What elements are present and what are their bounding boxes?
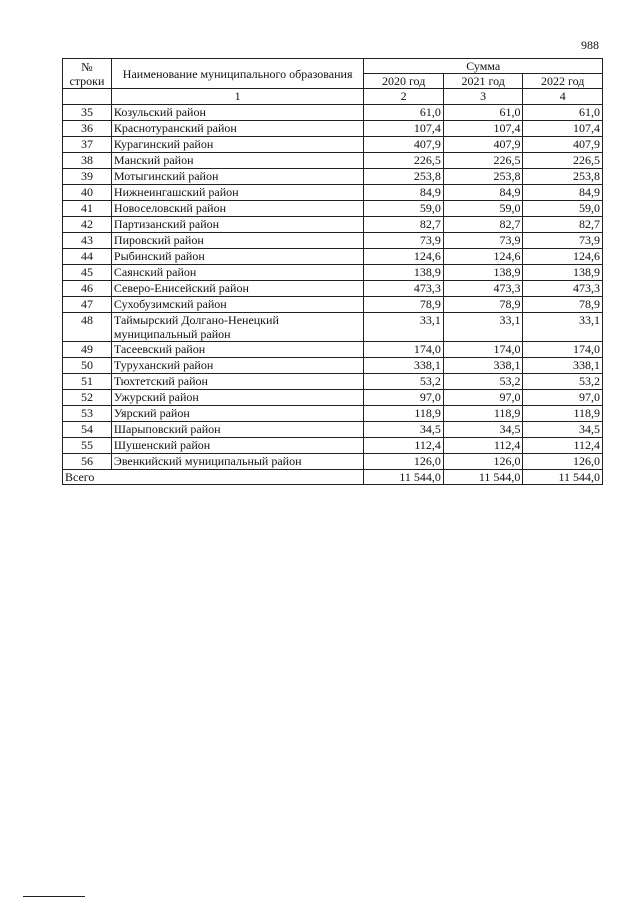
header-colnum-1: 1 xyxy=(111,89,363,105)
municipality-name: Нижнеингашский район xyxy=(111,185,363,201)
value-2021: 97,0 xyxy=(443,390,523,406)
row-number: 47 xyxy=(63,297,112,313)
value-2020: 174,0 xyxy=(364,342,444,358)
value-2020: 226,5 xyxy=(364,153,444,169)
municipality-name: Краснотуранский район xyxy=(111,121,363,137)
value-2021: 73,9 xyxy=(443,233,523,249)
header-municipality: Наименование муниципального образования xyxy=(111,59,363,89)
budget-table xyxy=(62,58,603,485)
value-2021: 34,5 xyxy=(443,422,523,438)
value-2022: 124,6 xyxy=(523,249,603,265)
value-2022: 138,9 xyxy=(523,265,603,281)
row-number: 42 xyxy=(63,217,112,233)
table-row xyxy=(63,281,603,297)
row-number: 44 xyxy=(63,249,112,265)
municipality-name: Партизанский район xyxy=(111,217,363,233)
value-2022: 59,0 xyxy=(523,201,603,217)
municipality-name: Северо-Енисейский район xyxy=(111,281,363,297)
table-row xyxy=(63,454,603,470)
value-2020: 53,2 xyxy=(364,374,444,390)
table-row xyxy=(63,169,603,185)
municipality-name: Саянский район xyxy=(111,265,363,281)
row-number: 55 xyxy=(63,438,112,454)
value-2021: 107,4 xyxy=(443,121,523,137)
value-2021: 61,0 xyxy=(443,105,523,121)
municipality-name: Шарыповский район xyxy=(111,422,363,438)
table-row xyxy=(63,297,603,313)
value-2022: 407,9 xyxy=(523,137,603,153)
value-2022: 226,5 xyxy=(523,153,603,169)
table-row xyxy=(63,233,603,249)
municipality-name: Козульский район xyxy=(111,105,363,121)
header-year-2020: 2020 год xyxy=(364,74,444,89)
header-year-2022: 2022 год xyxy=(523,74,603,89)
value-2022: 61,0 xyxy=(523,105,603,121)
value-2022: 97,0 xyxy=(523,390,603,406)
value-2022: 34,5 xyxy=(523,422,603,438)
table-row xyxy=(63,185,603,201)
table-row xyxy=(63,121,603,137)
value-2020: 112,4 xyxy=(364,438,444,454)
value-2022: 253,8 xyxy=(523,169,603,185)
value-2020: 82,7 xyxy=(364,217,444,233)
value-2022: 126,0 xyxy=(523,454,603,470)
value-2020: 138,9 xyxy=(364,265,444,281)
value-2020: 253,8 xyxy=(364,169,444,185)
value-2020: 84,9 xyxy=(364,185,444,201)
table-row xyxy=(63,105,603,121)
value-2020: 118,9 xyxy=(364,406,444,422)
value-2021: 78,9 xyxy=(443,297,523,313)
header-colnum-4: 4 xyxy=(523,89,603,105)
row-number: 53 xyxy=(63,406,112,422)
municipality-name: Эвенкийский муниципальный район xyxy=(111,454,363,470)
value-2022: 84,9 xyxy=(523,185,603,201)
total-label: Всего xyxy=(63,470,364,485)
table-row xyxy=(63,358,603,374)
header-year-2021: 2021 год xyxy=(443,74,523,89)
table-row xyxy=(63,153,603,169)
value-2021: 33,1 xyxy=(443,313,523,342)
value-2021: 126,0 xyxy=(443,454,523,470)
value-2022: 174,0 xyxy=(523,342,603,358)
value-2022: 107,4 xyxy=(523,121,603,137)
value-2021: 407,9 xyxy=(443,137,523,153)
table-row xyxy=(63,265,603,281)
table-row xyxy=(63,249,603,265)
value-2022: 473,3 xyxy=(523,281,603,297)
row-number: 45 xyxy=(63,265,112,281)
row-number: 49 xyxy=(63,342,112,358)
value-2022: 118,9 xyxy=(523,406,603,422)
municipality-name: Курагинский район xyxy=(111,137,363,153)
row-number: 38 xyxy=(63,153,112,169)
total-2021: 11 544,0 xyxy=(443,470,523,485)
value-2022: 53,2 xyxy=(523,374,603,390)
municipality-name: Мотыгинский район xyxy=(111,169,363,185)
value-2021: 59,0 xyxy=(443,201,523,217)
row-number: 48 xyxy=(63,313,112,342)
total-2022: 11 544,0 xyxy=(523,470,603,485)
value-2020: 124,6 xyxy=(364,249,444,265)
value-2021: 226,5 xyxy=(443,153,523,169)
value-2020: 78,9 xyxy=(364,297,444,313)
value-2021: 253,8 xyxy=(443,169,523,185)
table-row xyxy=(63,374,603,390)
value-2022: 112,4 xyxy=(523,438,603,454)
row-number: 50 xyxy=(63,358,112,374)
value-2021: 82,7 xyxy=(443,217,523,233)
table-row xyxy=(63,406,603,422)
municipality-name: Шушенский район xyxy=(111,438,363,454)
header-colnum-blank xyxy=(63,89,112,105)
value-2022: 33,1 xyxy=(523,313,603,342)
value-2022: 78,9 xyxy=(523,297,603,313)
row-number: 40 xyxy=(63,185,112,201)
value-2022: 73,9 xyxy=(523,233,603,249)
table-row xyxy=(63,313,603,342)
total-row xyxy=(63,470,603,485)
row-number: 39 xyxy=(63,169,112,185)
municipality-name: Ужурский район xyxy=(111,390,363,406)
value-2021: 124,6 xyxy=(443,249,523,265)
row-number: 41 xyxy=(63,201,112,217)
table-row xyxy=(63,422,603,438)
value-2020: 34,5 xyxy=(364,422,444,438)
municipality-name: Новоселовский район xyxy=(111,201,363,217)
row-number: 52 xyxy=(63,390,112,406)
municipality-name: Таймырский Долгано-Ненецкий муниципальный район xyxy=(111,313,363,342)
table-body xyxy=(63,105,603,470)
header-sum: Сумма xyxy=(364,59,603,74)
municipality-name: Тюхтетский район xyxy=(111,374,363,390)
value-2021: 473,3 xyxy=(443,281,523,297)
value-2020: 107,4 xyxy=(364,121,444,137)
table-row xyxy=(63,217,603,233)
municipality-name: Манский район xyxy=(111,153,363,169)
municipality-name: Рыбинский район xyxy=(111,249,363,265)
table-row xyxy=(63,137,603,153)
value-2021: 338,1 xyxy=(443,358,523,374)
header-colnum-3: 3 xyxy=(443,89,523,105)
table-row xyxy=(63,390,603,406)
table-row xyxy=(63,342,603,358)
row-number: 56 xyxy=(63,454,112,470)
row-number: 35 xyxy=(63,105,112,121)
municipality-name: Уярский район xyxy=(111,406,363,422)
value-2020: 97,0 xyxy=(364,390,444,406)
header-colnum-2: 2 xyxy=(364,89,444,105)
value-2021: 53,2 xyxy=(443,374,523,390)
value-2021: 138,9 xyxy=(443,265,523,281)
value-2021: 112,4 xyxy=(443,438,523,454)
header-row-number: № строки xyxy=(63,59,112,89)
municipality-name: Сухобузимский район xyxy=(111,297,363,313)
row-number: 51 xyxy=(63,374,112,390)
value-2022: 338,1 xyxy=(523,358,603,374)
value-2021: 174,0 xyxy=(443,342,523,358)
footer-divider xyxy=(23,896,85,897)
value-2020: 73,9 xyxy=(364,233,444,249)
value-2020: 126,0 xyxy=(364,454,444,470)
table-row xyxy=(63,438,603,454)
value-2021: 84,9 xyxy=(443,185,523,201)
value-2020: 61,0 xyxy=(364,105,444,121)
municipality-name: Пировский район xyxy=(111,233,363,249)
page-number: 988 xyxy=(581,38,599,52)
value-2022: 82,7 xyxy=(523,217,603,233)
value-2021: 118,9 xyxy=(443,406,523,422)
row-number: 46 xyxy=(63,281,112,297)
row-number: 43 xyxy=(63,233,112,249)
table-row xyxy=(63,201,603,217)
value-2020: 407,9 xyxy=(364,137,444,153)
row-number: 54 xyxy=(63,422,112,438)
value-2020: 59,0 xyxy=(364,201,444,217)
municipality-name: Туруханский район xyxy=(111,358,363,374)
row-number: 37 xyxy=(63,137,112,153)
municipality-name: Тасеевский район xyxy=(111,342,363,358)
value-2020: 33,1 xyxy=(364,313,444,342)
value-2020: 473,3 xyxy=(364,281,444,297)
row-number: 36 xyxy=(63,121,112,137)
value-2020: 338,1 xyxy=(364,358,444,374)
total-2020: 11 544,0 xyxy=(364,470,444,485)
